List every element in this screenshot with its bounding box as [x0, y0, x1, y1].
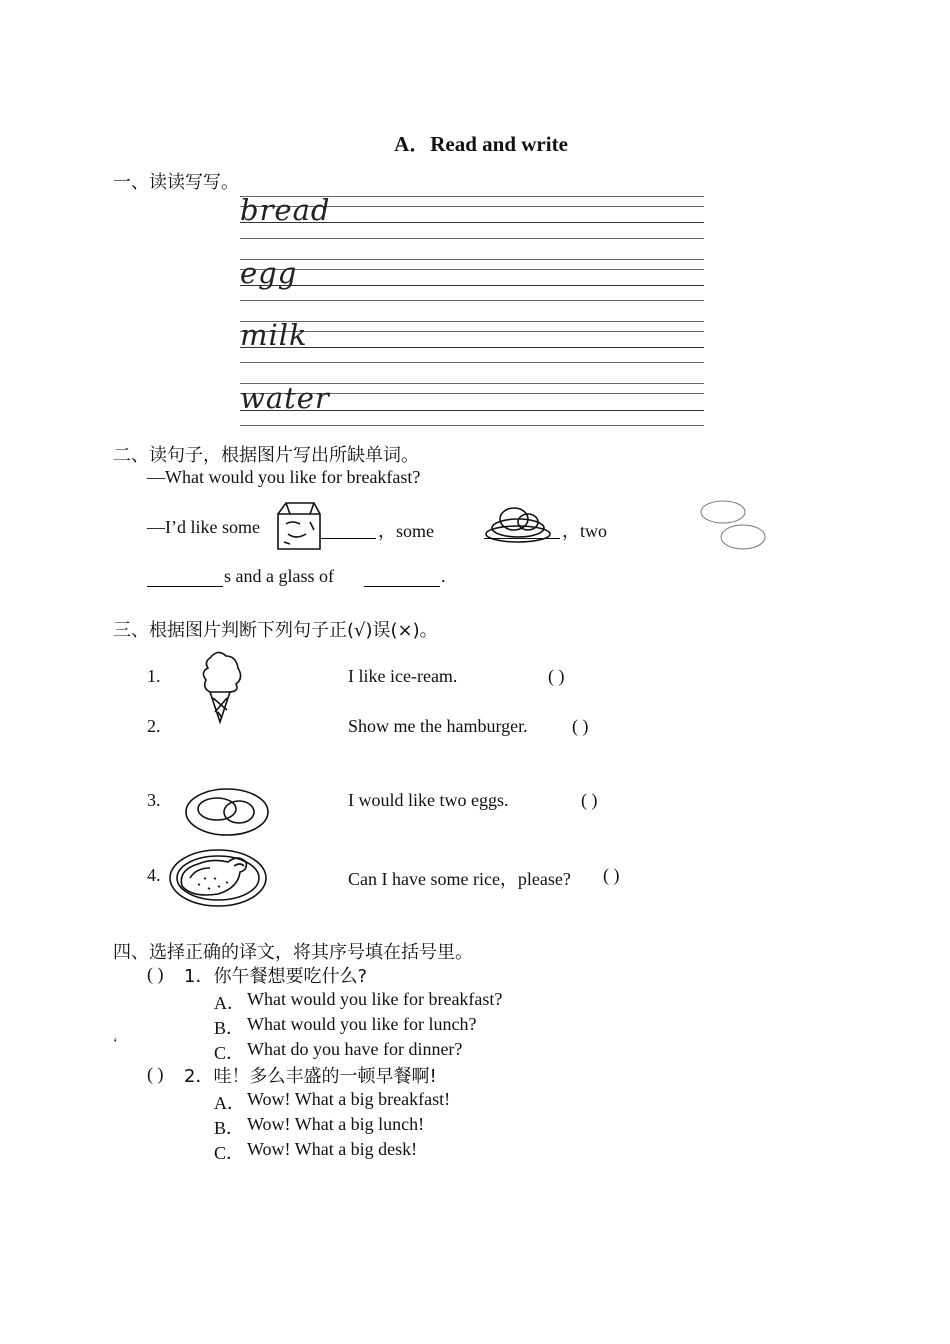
comma-two: ，two	[562, 521, 607, 541]
blank-bread[interactable]	[484, 520, 560, 539]
section2-answer-start: —I’d like some	[147, 517, 260, 537]
question-stem: 1．你午餐想要吃什么?	[184, 966, 368, 987]
stray-mark: ‘	[113, 1036, 118, 1051]
rice-plate-icon	[168, 848, 270, 908]
answer-paren[interactable]: ( )	[548, 666, 565, 686]
page-title: A．Read and write	[394, 132, 568, 156]
section3-heading: 三、根据图片判断下列句子正(√)误(×)。	[113, 620, 438, 641]
answer-paren[interactable]: ( )	[147, 964, 164, 984]
section4-heading: 四、选择正确的译文，将其序号填在括号里。	[113, 942, 473, 963]
section2-line2-mid: s and a glass of	[224, 566, 334, 586]
item-text: Show me the hamburger.	[348, 716, 528, 736]
comma-some: ，some	[378, 521, 434, 541]
practice-word-water: water	[240, 381, 330, 415]
practice-word-bread: bread	[240, 193, 331, 227]
practice-word-milk: milk	[240, 318, 308, 352]
option-text: What do you have for dinner?	[247, 1039, 463, 1059]
answer-paren[interactable]: ( )	[572, 716, 589, 736]
item-number: 3.	[147, 790, 161, 810]
item-text: I would like two eggs.	[348, 790, 509, 810]
option-letter: A．	[214, 1093, 245, 1113]
section2-line2-end: .	[441, 566, 446, 586]
item-number: 4.	[147, 865, 161, 885]
milk-carton-icon	[274, 500, 324, 552]
blank-egg[interactable]	[147, 568, 223, 587]
option-text: What would you like for lunch?	[247, 1014, 477, 1034]
item-text: Can I have some rice，please?	[348, 869, 571, 889]
answer-paren[interactable]: ( )	[147, 1064, 164, 1084]
option-letter: A．	[214, 993, 245, 1013]
option-letter: C．	[214, 1143, 245, 1163]
two-eggs-icon	[700, 500, 770, 554]
item-text: I like ice-ream.	[348, 666, 458, 686]
eggs-plate-icon	[184, 786, 272, 838]
practice-word-egg: egg	[240, 256, 298, 290]
item-number: 2.	[147, 716, 161, 736]
option-text: Wow! What a big lunch!	[247, 1114, 425, 1134]
section2-heading: 二、读句子，根据图片写出所缺单词。	[113, 445, 419, 466]
section1-heading: 一、读读写写。	[113, 172, 239, 193]
ice-cream-icon	[200, 650, 246, 726]
answer-paren[interactable]: ( )	[581, 790, 598, 810]
item-number: 1.	[147, 666, 161, 686]
section2-question: —What would you like for breakfast?	[147, 467, 421, 487]
question-stem: 2．哇！多么丰盛的一顿早餐啊!	[184, 1066, 437, 1087]
blank-water[interactable]	[364, 568, 440, 587]
option-letter: B．	[214, 1018, 245, 1038]
option-text: Wow! What a big desk!	[247, 1139, 418, 1159]
option-letter: C．	[214, 1043, 245, 1063]
option-text: What would you like for breakfast?	[247, 989, 503, 1009]
option-text: Wow! What a big breakfast!	[247, 1089, 451, 1109]
answer-paren[interactable]: ( )	[603, 865, 620, 885]
option-letter: B．	[214, 1118, 245, 1138]
blank-milk[interactable]	[320, 520, 376, 539]
